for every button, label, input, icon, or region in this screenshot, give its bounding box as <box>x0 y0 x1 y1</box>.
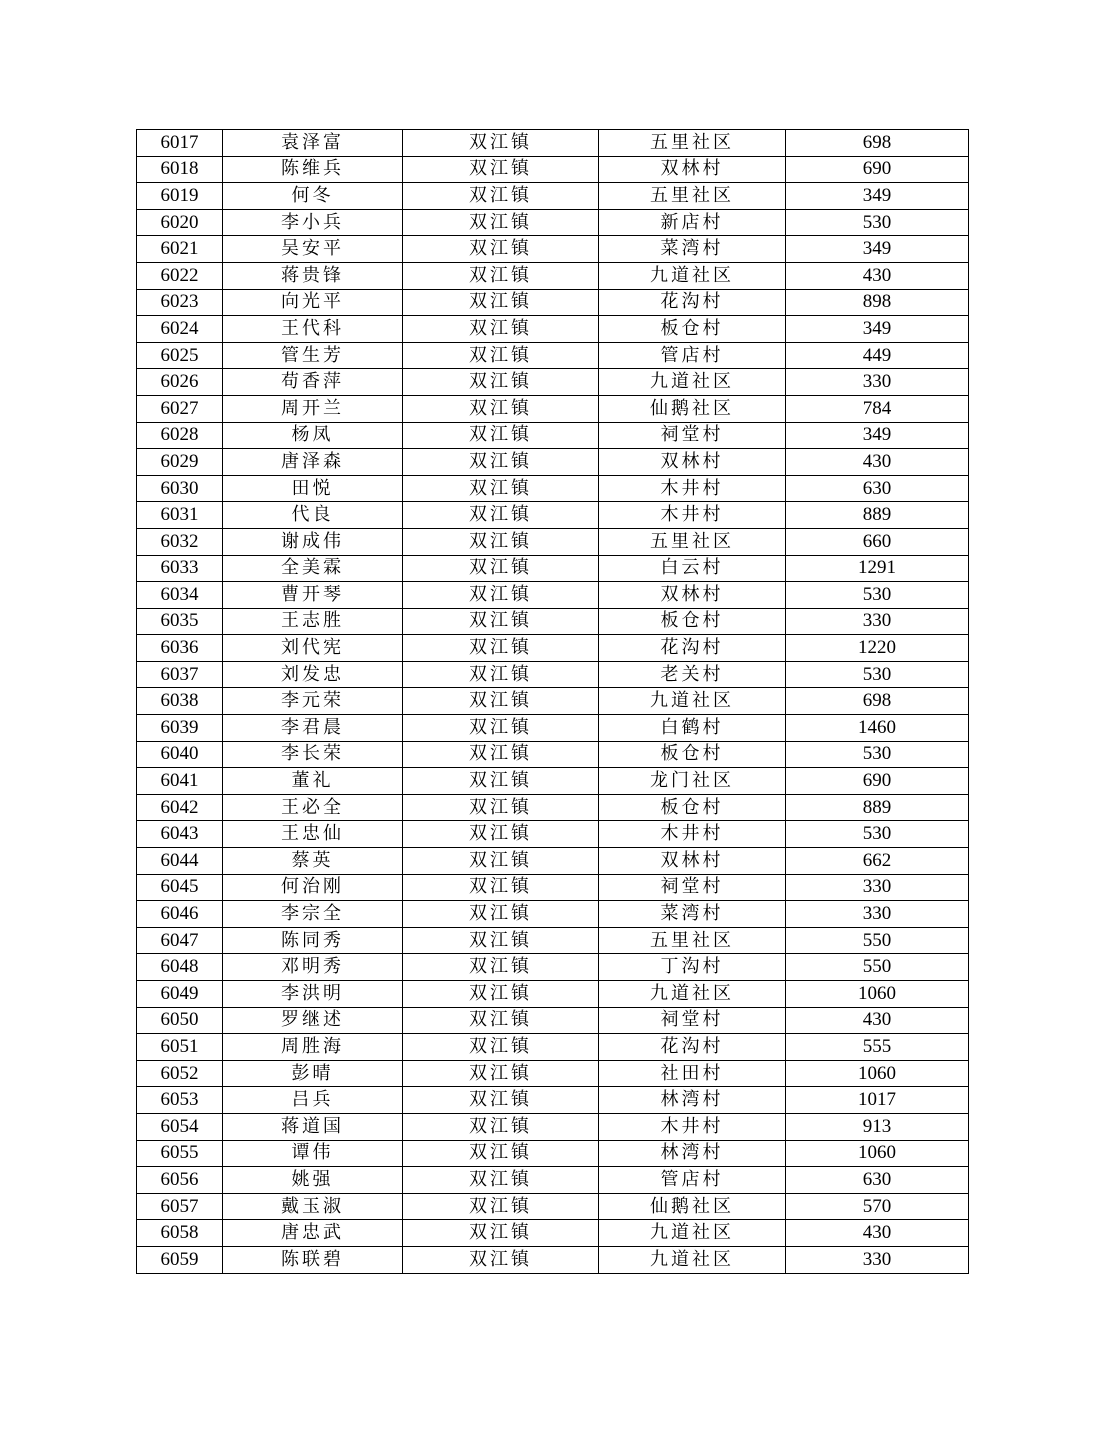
amount-cell: 330 <box>786 608 969 635</box>
village-cell: 双林村 <box>599 582 786 609</box>
name-cell: 李长荣 <box>223 741 403 768</box>
row-number-cell: 6056 <box>137 1167 223 1194</box>
name-cell: 蒋贵锋 <box>223 262 403 289</box>
amount-cell: 698 <box>786 130 969 157</box>
table-row <box>137 422 969 449</box>
village-cell: 祠堂村 <box>599 422 786 449</box>
amount-cell: 330 <box>786 1246 969 1273</box>
village-cell: 九道社区 <box>599 262 786 289</box>
amount-cell: 1060 <box>786 981 969 1008</box>
town-cell: 双江镇 <box>403 768 599 795</box>
amount-cell: 430 <box>786 262 969 289</box>
name-cell: 李小兵 <box>223 209 403 236</box>
table-row <box>137 954 969 981</box>
amount-cell: 1291 <box>786 555 969 582</box>
village-cell: 九道社区 <box>599 1246 786 1273</box>
table-row <box>137 1060 969 1087</box>
village-cell: 五里社区 <box>599 130 786 157</box>
table-row <box>137 236 969 263</box>
row-number-cell: 6057 <box>137 1193 223 1220</box>
table-row <box>137 1193 969 1220</box>
row-number-cell: 6037 <box>137 661 223 688</box>
table-row <box>137 1034 969 1061</box>
town-cell: 双江镇 <box>403 209 599 236</box>
amount-cell: 1017 <box>786 1087 969 1114</box>
amount-cell: 570 <box>786 1193 969 1220</box>
amount-cell: 449 <box>786 342 969 369</box>
village-cell: 木井村 <box>599 821 786 848</box>
town-cell: 双江镇 <box>403 741 599 768</box>
town-cell: 双江镇 <box>403 316 599 343</box>
town-cell: 双江镇 <box>403 502 599 529</box>
records-table <box>136 129 969 1274</box>
row-number-cell: 6019 <box>137 183 223 210</box>
table-row <box>137 1007 969 1034</box>
amount-cell: 913 <box>786 1113 969 1140</box>
row-number-cell: 6030 <box>137 475 223 502</box>
row-number-cell: 6023 <box>137 289 223 316</box>
town-cell: 双江镇 <box>403 794 599 821</box>
row-number-cell: 6044 <box>137 848 223 875</box>
table-row <box>137 156 969 183</box>
table-row <box>137 1140 969 1167</box>
amount-cell: 889 <box>786 794 969 821</box>
town-cell: 双江镇 <box>403 289 599 316</box>
amount-cell: 889 <box>786 502 969 529</box>
name-cell: 蒋道国 <box>223 1113 403 1140</box>
name-cell: 何治刚 <box>223 874 403 901</box>
name-cell: 周开兰 <box>223 395 403 422</box>
village-cell: 双林村 <box>599 848 786 875</box>
village-cell: 花沟村 <box>599 1034 786 1061</box>
town-cell: 双江镇 <box>403 449 599 476</box>
village-cell: 九道社区 <box>599 1220 786 1247</box>
village-cell: 管店村 <box>599 1167 786 1194</box>
town-cell: 双江镇 <box>403 1034 599 1061</box>
town-cell: 双江镇 <box>403 981 599 1008</box>
name-cell: 代良 <box>223 502 403 529</box>
table-row <box>137 848 969 875</box>
amount-cell: 690 <box>786 768 969 795</box>
village-cell: 林湾村 <box>599 1087 786 1114</box>
village-cell: 五里社区 <box>599 183 786 210</box>
town-cell: 双江镇 <box>403 156 599 183</box>
village-cell: 祠堂村 <box>599 1007 786 1034</box>
village-cell: 花沟村 <box>599 289 786 316</box>
village-cell: 木井村 <box>599 502 786 529</box>
town-cell: 双江镇 <box>403 183 599 210</box>
town-cell: 双江镇 <box>403 369 599 396</box>
town-cell: 双江镇 <box>403 1220 599 1247</box>
amount-cell: 698 <box>786 688 969 715</box>
name-cell: 杨凤 <box>223 422 403 449</box>
name-cell: 蔡英 <box>223 848 403 875</box>
row-number-cell: 6041 <box>137 768 223 795</box>
village-cell: 花沟村 <box>599 635 786 662</box>
table-body <box>137 130 969 1274</box>
village-cell: 双林村 <box>599 449 786 476</box>
row-number-cell: 6017 <box>137 130 223 157</box>
name-cell: 向光平 <box>223 289 403 316</box>
amount-cell: 1060 <box>786 1140 969 1167</box>
town-cell: 双江镇 <box>403 821 599 848</box>
town-cell: 双江镇 <box>403 582 599 609</box>
name-cell: 王必全 <box>223 794 403 821</box>
row-number-cell: 6028 <box>137 422 223 449</box>
village-cell: 九道社区 <box>599 981 786 1008</box>
amount-cell: 530 <box>786 821 969 848</box>
amount-cell: 349 <box>786 422 969 449</box>
table-row <box>137 821 969 848</box>
table-row <box>137 316 969 343</box>
table-row <box>137 183 969 210</box>
town-cell: 双江镇 <box>403 422 599 449</box>
town-cell: 双江镇 <box>403 262 599 289</box>
village-cell: 社田村 <box>599 1060 786 1087</box>
village-cell: 白云村 <box>599 555 786 582</box>
row-number-cell: 6021 <box>137 236 223 263</box>
table-row <box>137 582 969 609</box>
amount-cell: 660 <box>786 528 969 555</box>
row-number-cell: 6029 <box>137 449 223 476</box>
village-cell: 祠堂村 <box>599 874 786 901</box>
village-cell: 管店村 <box>599 342 786 369</box>
town-cell: 双江镇 <box>403 661 599 688</box>
amount-cell: 330 <box>786 901 969 928</box>
name-cell: 王忠仙 <box>223 821 403 848</box>
town-cell: 双江镇 <box>403 688 599 715</box>
town-cell: 双江镇 <box>403 954 599 981</box>
table-row <box>137 262 969 289</box>
row-number-cell: 6058 <box>137 1220 223 1247</box>
town-cell: 双江镇 <box>403 901 599 928</box>
amount-cell: 550 <box>786 927 969 954</box>
village-cell: 九道社区 <box>599 369 786 396</box>
village-cell: 丁沟村 <box>599 954 786 981</box>
amount-cell: 630 <box>786 475 969 502</box>
name-cell: 彭晴 <box>223 1060 403 1087</box>
name-cell: 何冬 <box>223 183 403 210</box>
row-number-cell: 6042 <box>137 794 223 821</box>
village-cell: 板仓村 <box>599 608 786 635</box>
amount-cell: 530 <box>786 582 969 609</box>
name-cell: 李君晨 <box>223 715 403 742</box>
name-cell: 姚强 <box>223 1167 403 1194</box>
name-cell: 李元荣 <box>223 688 403 715</box>
amount-cell: 530 <box>786 209 969 236</box>
amount-cell: 662 <box>786 848 969 875</box>
row-number-cell: 6047 <box>137 927 223 954</box>
table-row <box>137 635 969 662</box>
village-cell: 新店村 <box>599 209 786 236</box>
row-number-cell: 6035 <box>137 608 223 635</box>
table-row <box>137 209 969 236</box>
table-row <box>137 342 969 369</box>
village-cell: 五里社区 <box>599 528 786 555</box>
village-cell: 菜湾村 <box>599 901 786 928</box>
table-row <box>137 502 969 529</box>
town-cell: 双江镇 <box>403 1007 599 1034</box>
name-cell: 李宗全 <box>223 901 403 928</box>
name-cell: 王志胜 <box>223 608 403 635</box>
amount-cell: 330 <box>786 874 969 901</box>
row-number-cell: 6031 <box>137 502 223 529</box>
town-cell: 双江镇 <box>403 555 599 582</box>
row-number-cell: 6043 <box>137 821 223 848</box>
town-cell: 双江镇 <box>403 715 599 742</box>
town-cell: 双江镇 <box>403 608 599 635</box>
amount-cell: 784 <box>786 395 969 422</box>
table-row <box>137 741 969 768</box>
name-cell: 邓明秀 <box>223 954 403 981</box>
row-number-cell: 6034 <box>137 582 223 609</box>
table-row <box>137 927 969 954</box>
table-row <box>137 661 969 688</box>
town-cell: 双江镇 <box>403 1140 599 1167</box>
village-cell: 木井村 <box>599 475 786 502</box>
village-cell: 九道社区 <box>599 688 786 715</box>
amount-cell: 530 <box>786 661 969 688</box>
row-number-cell: 6024 <box>137 316 223 343</box>
table-row <box>137 794 969 821</box>
table-row <box>137 1113 969 1140</box>
village-cell: 板仓村 <box>599 316 786 343</box>
town-cell: 双江镇 <box>403 395 599 422</box>
village-cell: 老关村 <box>599 661 786 688</box>
table-row <box>137 715 969 742</box>
name-cell: 董礼 <box>223 768 403 795</box>
name-cell: 管生芳 <box>223 342 403 369</box>
amount-cell: 1060 <box>786 1060 969 1087</box>
table-row <box>137 901 969 928</box>
table-row <box>137 555 969 582</box>
row-number-cell: 6055 <box>137 1140 223 1167</box>
table-row <box>137 981 969 1008</box>
town-cell: 双江镇 <box>403 1113 599 1140</box>
amount-cell: 349 <box>786 236 969 263</box>
village-cell: 板仓村 <box>599 741 786 768</box>
table-row <box>137 1167 969 1194</box>
row-number-cell: 6059 <box>137 1246 223 1273</box>
town-cell: 双江镇 <box>403 342 599 369</box>
name-cell: 苟香萍 <box>223 369 403 396</box>
name-cell: 刘代宪 <box>223 635 403 662</box>
amount-cell: 555 <box>786 1034 969 1061</box>
name-cell: 唐忠武 <box>223 1220 403 1247</box>
town-cell: 双江镇 <box>403 927 599 954</box>
row-number-cell: 6049 <box>137 981 223 1008</box>
village-cell: 木井村 <box>599 1113 786 1140</box>
name-cell: 刘发忠 <box>223 661 403 688</box>
town-cell: 双江镇 <box>403 874 599 901</box>
name-cell: 罗继述 <box>223 1007 403 1034</box>
table-row <box>137 1087 969 1114</box>
town-cell: 双江镇 <box>403 1193 599 1220</box>
row-number-cell: 6050 <box>137 1007 223 1034</box>
amount-cell: 430 <box>786 1220 969 1247</box>
row-number-cell: 6022 <box>137 262 223 289</box>
row-number-cell: 6025 <box>137 342 223 369</box>
village-cell: 白鹤村 <box>599 715 786 742</box>
row-number-cell: 6018 <box>137 156 223 183</box>
town-cell: 双江镇 <box>403 1060 599 1087</box>
table-row <box>137 688 969 715</box>
row-number-cell: 6052 <box>137 1060 223 1087</box>
town-cell: 双江镇 <box>403 1167 599 1194</box>
name-cell: 吕兵 <box>223 1087 403 1114</box>
table-row <box>137 874 969 901</box>
table-row <box>137 768 969 795</box>
amount-cell: 349 <box>786 316 969 343</box>
amount-cell: 430 <box>786 1007 969 1034</box>
name-cell: 周胜海 <box>223 1034 403 1061</box>
town-cell: 双江镇 <box>403 635 599 662</box>
name-cell: 王代科 <box>223 316 403 343</box>
town-cell: 双江镇 <box>403 848 599 875</box>
village-cell: 双林村 <box>599 156 786 183</box>
name-cell: 唐泽森 <box>223 449 403 476</box>
row-number-cell: 6038 <box>137 688 223 715</box>
name-cell: 陈同秀 <box>223 927 403 954</box>
name-cell: 曹开琴 <box>223 582 403 609</box>
name-cell: 陈联碧 <box>223 1246 403 1273</box>
row-number-cell: 6039 <box>137 715 223 742</box>
amount-cell: 630 <box>786 1167 969 1194</box>
row-number-cell: 6026 <box>137 369 223 396</box>
name-cell: 谭伟 <box>223 1140 403 1167</box>
name-cell: 戴玉淑 <box>223 1193 403 1220</box>
amount-cell: 330 <box>786 369 969 396</box>
town-cell: 双江镇 <box>403 528 599 555</box>
table-row <box>137 608 969 635</box>
row-number-cell: 6027 <box>137 395 223 422</box>
amount-cell: 1220 <box>786 635 969 662</box>
table-row <box>137 289 969 316</box>
town-cell: 双江镇 <box>403 236 599 263</box>
amount-cell: 1460 <box>786 715 969 742</box>
row-number-cell: 6040 <box>137 741 223 768</box>
village-cell: 仙鹅社区 <box>599 395 786 422</box>
name-cell: 李洪明 <box>223 981 403 1008</box>
amount-cell: 430 <box>786 449 969 476</box>
name-cell: 吴安平 <box>223 236 403 263</box>
table-row <box>137 1246 969 1273</box>
village-cell: 菜湾村 <box>599 236 786 263</box>
table-row <box>137 475 969 502</box>
amount-cell: 898 <box>786 289 969 316</box>
table-row <box>137 369 969 396</box>
village-cell: 五里社区 <box>599 927 786 954</box>
table-row <box>137 528 969 555</box>
row-number-cell: 6053 <box>137 1087 223 1114</box>
village-cell: 板仓村 <box>599 794 786 821</box>
name-cell: 谢成伟 <box>223 528 403 555</box>
row-number-cell: 6051 <box>137 1034 223 1061</box>
table-row <box>137 1220 969 1247</box>
village-cell: 仙鹅社区 <box>599 1193 786 1220</box>
name-cell: 袁泽富 <box>223 130 403 157</box>
table-row <box>137 449 969 476</box>
name-cell: 全美霖 <box>223 555 403 582</box>
name-cell: 田悦 <box>223 475 403 502</box>
village-cell: 龙门社区 <box>599 768 786 795</box>
row-number-cell: 6048 <box>137 954 223 981</box>
amount-cell: 530 <box>786 741 969 768</box>
town-cell: 双江镇 <box>403 130 599 157</box>
town-cell: 双江镇 <box>403 475 599 502</box>
town-cell: 双江镇 <box>403 1246 599 1273</box>
name-cell: 陈维兵 <box>223 156 403 183</box>
row-number-cell: 6020 <box>137 209 223 236</box>
amount-cell: 690 <box>786 156 969 183</box>
row-number-cell: 6033 <box>137 555 223 582</box>
row-number-cell: 6046 <box>137 901 223 928</box>
amount-cell: 349 <box>786 183 969 210</box>
village-cell: 林湾村 <box>599 1140 786 1167</box>
table-row <box>137 395 969 422</box>
table-row <box>137 130 969 157</box>
row-number-cell: 6032 <box>137 528 223 555</box>
row-number-cell: 6054 <box>137 1113 223 1140</box>
row-number-cell: 6036 <box>137 635 223 662</box>
amount-cell: 550 <box>786 954 969 981</box>
town-cell: 双江镇 <box>403 1087 599 1114</box>
row-number-cell: 6045 <box>137 874 223 901</box>
